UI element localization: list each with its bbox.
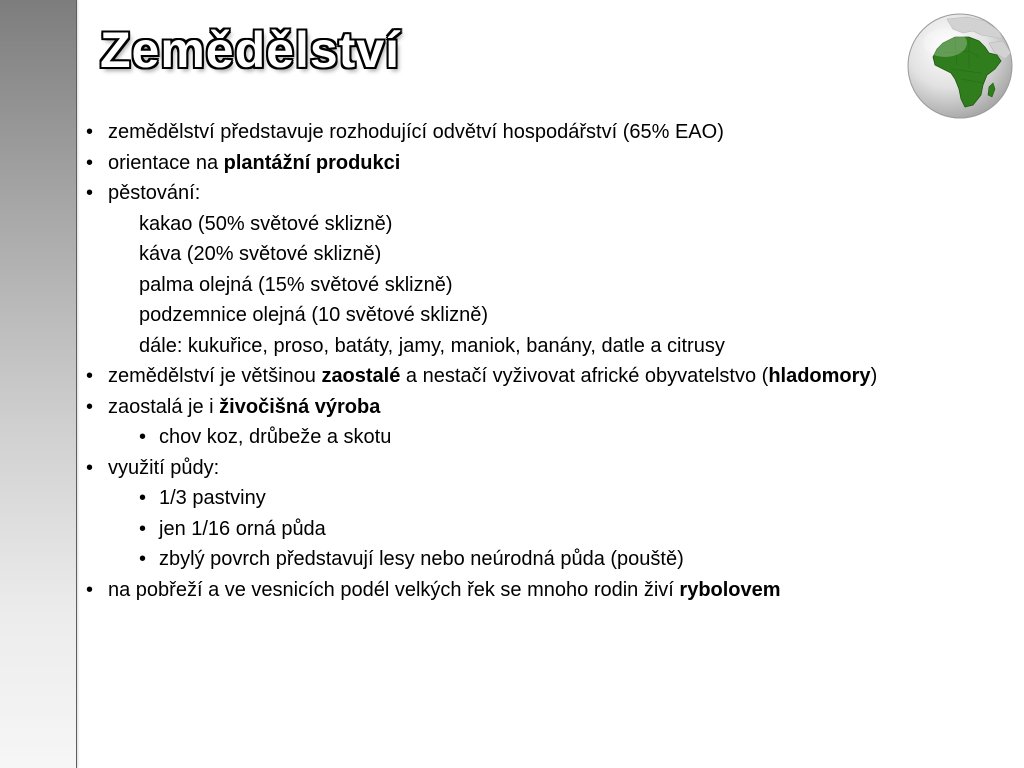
bullet-marker: • xyxy=(86,121,94,143)
list-item-text: orientace na xyxy=(108,151,224,174)
list-item-text: dále: kukuřice, proso, batáty, jamy, maniok, banány, datle a citrusy xyxy=(139,334,725,357)
list-item-text: ) xyxy=(870,365,878,387)
list-item-text: zemědělství představuje rozhodující odvětví hospodářství (65% EAO) xyxy=(108,121,724,143)
list-item-text: na pobřeží a ve vesnicích podél velkých řek se mnoho rodin živí xyxy=(108,578,680,601)
list-item xyxy=(86,117,1006,148)
list-item-bold-text: hladomory xyxy=(768,365,871,387)
list-item-bold-text: zaostalé xyxy=(321,365,401,387)
list-item-text: zaostalá je i xyxy=(108,395,220,418)
globe-africa-icon xyxy=(907,13,1013,119)
bullet-marker: • xyxy=(139,517,147,540)
bullet-marker: • xyxy=(86,182,94,204)
bullet-marker: • xyxy=(86,151,94,174)
list-item-text: chov koz, drůbeže a skotu xyxy=(159,426,392,448)
list-item xyxy=(86,209,1006,240)
side-decoration-bar xyxy=(0,0,77,768)
bullet-list xyxy=(86,117,1006,605)
list-item-text: podzemnice olejná (10 světové sklizně) xyxy=(139,304,489,326)
bullet-marker: • xyxy=(86,578,94,601)
list-item-text: jen 1/16 orná půda xyxy=(159,517,326,540)
list-item xyxy=(86,422,1006,453)
bullet-marker: • xyxy=(139,548,147,570)
list-item xyxy=(86,331,1006,362)
list-item-text: palma olejná (15% světové sklizně) xyxy=(139,273,453,296)
list-item-bold-text: živočišná výroba xyxy=(219,395,381,418)
list-item-text: zbylý povrch představují lesy nebo neúrodná půda (pouště) xyxy=(159,548,684,570)
list-item xyxy=(86,392,1006,423)
list-item-text: a nestačí vyživovat africké obyvatelstvo ( xyxy=(400,365,769,387)
slide-title: Zemědělství xyxy=(100,22,401,78)
list-item xyxy=(86,514,1006,545)
list-item xyxy=(86,270,1006,301)
list-item-text: káva (20% světové sklizně) xyxy=(139,243,382,265)
list-item xyxy=(86,178,1006,209)
bullet-marker: • xyxy=(139,487,147,509)
list-item-bold-text: rybolovem xyxy=(679,578,781,601)
list-item xyxy=(86,148,1006,179)
list-item xyxy=(86,300,1006,331)
bullet-marker: • xyxy=(86,365,94,387)
list-item-bold-text: plantážní produkci xyxy=(223,151,401,174)
list-item-text: kakao (50% světové sklizně) xyxy=(139,212,393,235)
list-item-text: zemědělství je většinou xyxy=(108,365,322,387)
list-item xyxy=(86,575,1006,606)
list-item xyxy=(86,361,1006,392)
bullet-marker: • xyxy=(86,456,94,479)
list-item xyxy=(86,483,1006,514)
list-item xyxy=(86,239,1006,270)
list-item-text: využití půdy: xyxy=(108,456,220,479)
list-item-text: pěstování: xyxy=(108,182,201,204)
list-item-text: 1/3 pastviny xyxy=(159,487,266,509)
bullet-marker: • xyxy=(86,395,94,418)
list-item xyxy=(86,544,1006,575)
list-item xyxy=(86,453,1006,484)
bullet-marker: • xyxy=(139,426,147,448)
